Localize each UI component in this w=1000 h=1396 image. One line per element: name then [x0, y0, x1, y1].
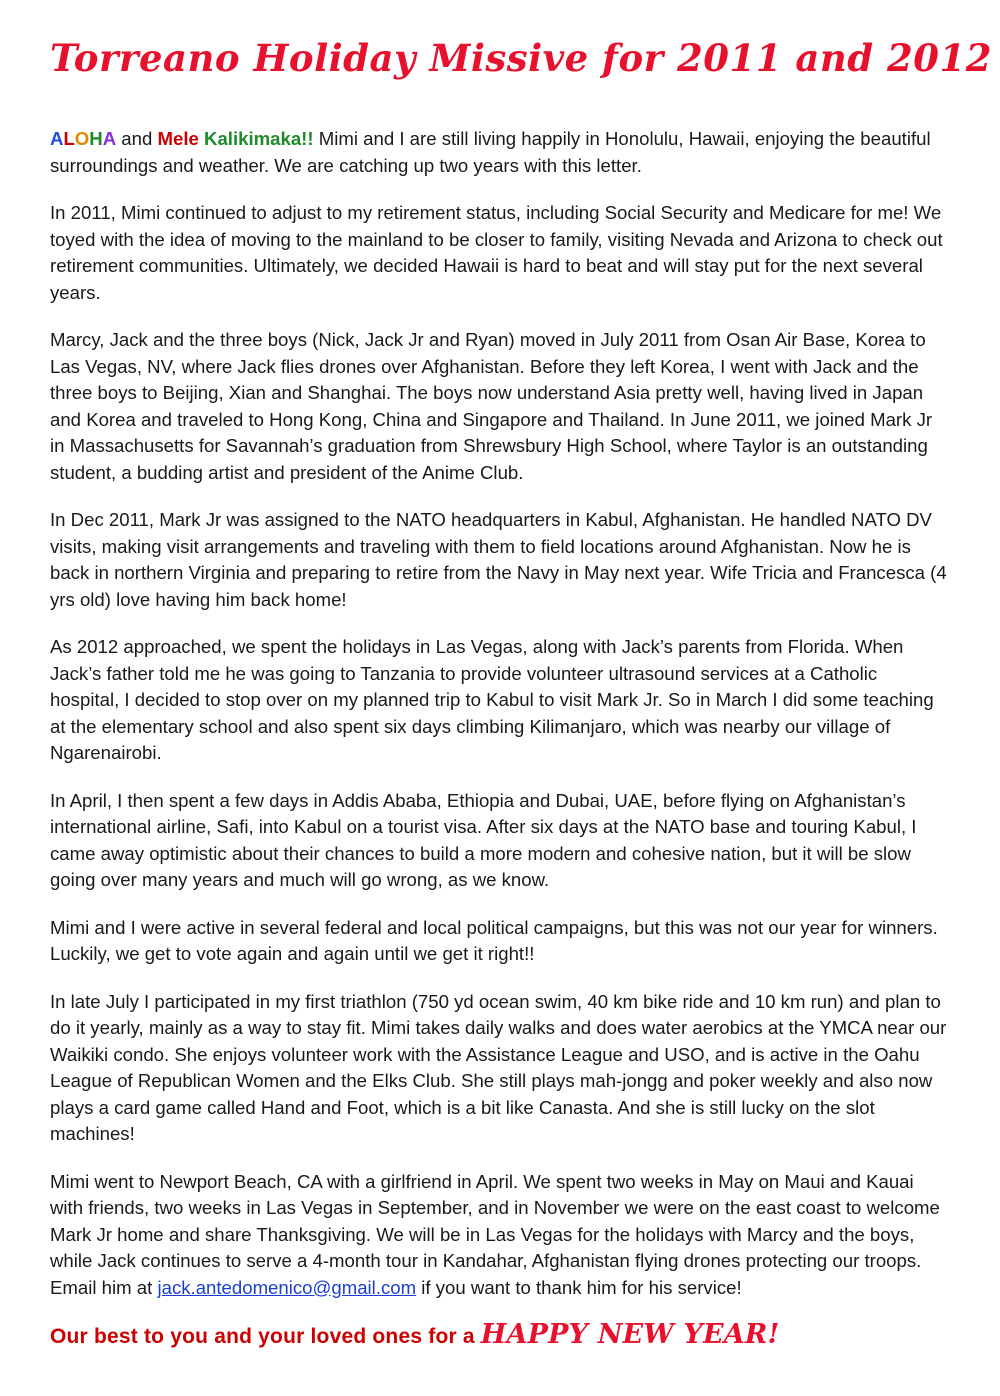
greeting-paragraph: [50, 126, 950, 179]
paragraph-2: Marcy, Jack and the three boys (Nick, Jack Jr and Ryan) moved in July 2011 from Osan Air Base, Korea to Las Vegas, NV, where Jack flies drones over Afghanistan. Before they left Korea, I went with Jack and the three boys to Beijing, Xian and Shanghai. The boys now understand Asia pretty well, having lived in Japan and Korea and traveled to Hong Kong, China and Singapore and Thailand. In June 2011, we joined Mark Jr in Massachusetts for Savannah’s graduation from Shrewsbury High School, where Taylor is an outstanding student, a budding artist and president of the Anime Club.: [50, 329, 933, 483]
greeting-rest: Mimi and I are still living happily in Honolulu, Hawaii, enjoying the beautiful surroundings and weather. We are catching up two years with this letter.: [50, 128, 931, 176]
paragraph-1: In 2011, Mimi continued to adjust to my retirement status, including Social Security and Medicare for me! We toyed with the idea of moving to the mainland to be closer to family, visiting Nevada and Arizona to check out retirement communities. Ultimately, we decided Hawaii is hard to beat and will stay put for the next several years.: [50, 202, 943, 303]
greeting-mele: Mele: [157, 128, 199, 149]
aloha-letter-l: L: [63, 128, 75, 149]
page-title: Torreano Holiday Missive for 2011 and 2012: [50, 36, 992, 80]
email-link[interactable]: jack.antedomenico@gmail.com: [157, 1276, 417, 1298]
paragraph-8-text-after-email: if you want to thank him for his service!: [416, 1276, 742, 1298]
aloha-letter-h: H: [89, 128, 103, 149]
paragraph-8: [50, 1169, 950, 1302]
closing-highlight: HAPPY NEW YEAR!: [480, 1319, 780, 1350]
aloha-letter-o: O: [74, 128, 90, 149]
aloha-letter-a2: A: [102, 128, 117, 149]
aloha-letter-a: A: [50, 128, 64, 149]
letter-body: [50, 126, 950, 1351]
greeting-conjunction: and: [116, 128, 158, 149]
closing-prefix: Our best to you and your loved ones for a: [50, 1325, 481, 1348]
paragraph-7: In late July I participated in my first triathlon (750 yd ocean swim, 40 km bike ride and 10 km run) and plan to do it yearly, mainly as a way to stay fit. Mimi takes daily walks and does water aerobics at the YMCA near our Waikiki condo. She enjoys volunteer work with the Assistance League and USO, and is active in the Oahu League of Republican Women and the Elks Club. She still plays mah-jongg and poker weekly and also now plays a card game called Hand and Foot, which is a bit like Canasta. And she is still lucky on the slot machines!: [50, 990, 947, 1144]
paragraph-5: In April, I then spent a few days in Addis Ababa, Ethiopia and Dubai, UAE, before flying on Afghanistan’s international airline, Safi, into Kabul on a tourist visa. After six days at the NATO base and touring Kabul, I came away optimistic about their chances to build a more modern and cohesive nation, but it will be slow going over many years and much will go wrong, as we know.: [50, 789, 917, 890]
paragraph-3: In Dec 2011, Mark Jr was assigned to the NATO headquarters in Kabul, Afghanistan. He handled NATO DV visits, making visit arrangements and traveling with them to field locations around Afghanistan. Now he is back in northern Virginia and preparing to retire from the Navy in May next year. Wife Tricia and Francesca (4 yrs old) love having him back home!: [50, 509, 947, 610]
closing-line: [50, 1319, 950, 1351]
paragraph-6: Mimi and I were active in several federal and local political campaigns, but this was not our year for winners. Luckily, we get to vote again and again until we get it right!!: [50, 916, 938, 964]
paragraph-4: As 2012 approached, we spent the holidays in Las Vegas, along with Jack’s parents from Florida. When Jack’s father told me he was going to Tanzania to provide volunteer ultrasound services at a Catholic hospital, I decided to stop over on my planned trip to Kabul to visit Mark Jr. So in March I did some teaching at the elementary school and also spent six days climbing Kilimanjaro, which was nearby our village of Ngarenairobi.: [50, 636, 934, 763]
paragraph-8-text-before-email: Mimi went to Newport Beach, CA with a girlfriend in April. We spent two weeks in May on Maui and Kauai with friends, two weeks in Las Vegas in September, and in November we were on the east coast to welcome Mark Jr home and share Thanksgiving. We will be in Las Vegas for the holidays with Marcy and the boys, while Jack continues to serve a 4-month tour in Kandahar, Afghanistan flying drones protecting our troops. Email him at: [50, 1170, 940, 1298]
greeting-kalikimaka: Kalikimaka!!: [204, 128, 314, 149]
